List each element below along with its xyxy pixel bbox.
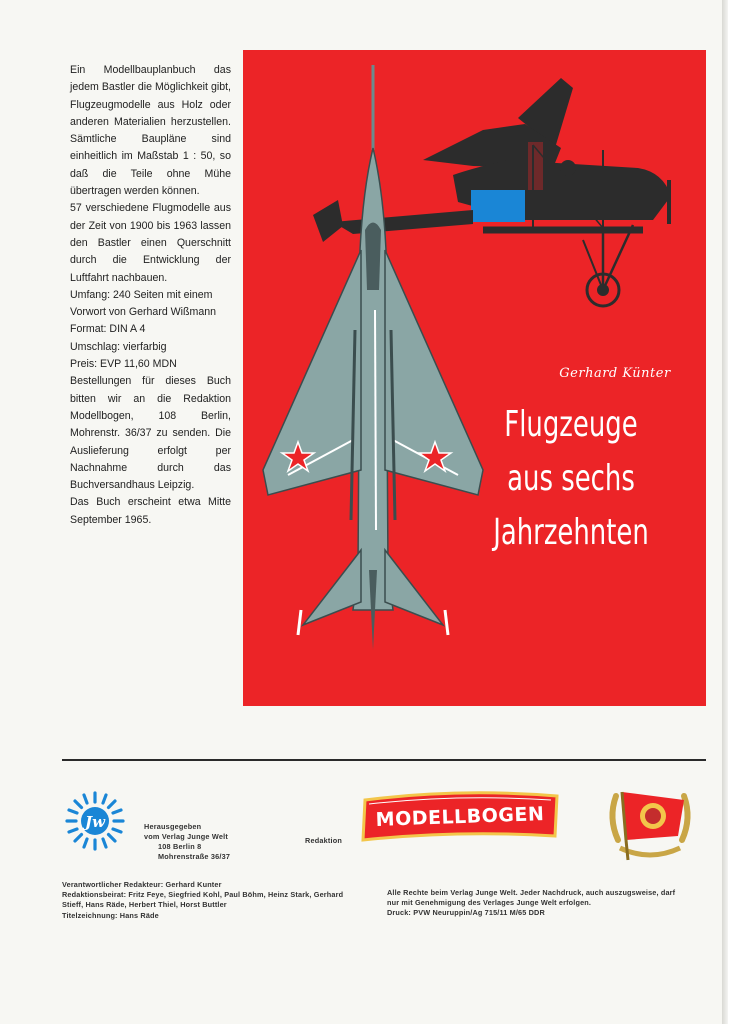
footer-divider — [62, 759, 706, 761]
rights-line-3: Druck: PVW Neuruppin/Ag 715/11 M/65 DDR — [387, 908, 545, 918]
description-format: Format: DIN A 4 — [70, 323, 146, 336]
redaktion-label: Redaktion — [305, 836, 343, 845]
modellbogen-brand: MODELLBOGEN — [375, 803, 545, 831]
cover-title-line-2: aus sechs — [507, 458, 635, 499]
imprint-line-3: 108 Berlin 8 — [158, 842, 202, 851]
publisher-logo-text: Jw — [84, 813, 106, 831]
rights-block — [387, 888, 676, 919]
cover-title-line-3: Jahrzehnten — [493, 512, 649, 553]
description-cover-type: Umschlag: vierfarbig — [70, 340, 167, 353]
description-paragraph-2: 57 verschiedene Flugmodelle aus der Zeit von 1900 bis 1963 lassen den Bastler einen Querschnitt durch die Entwicklung der Luftfahrt nachbauen. — [70, 202, 231, 284]
credits-line-2: Redaktionsbeirat: Fritz Feye, Siegfried Kohl, Paul Böhm, Heinz Stark, Gerhard — [62, 890, 344, 900]
cover-title — [487, 398, 654, 560]
description-price: Preis: EVP 11,60 MDN — [70, 358, 177, 371]
credits-line-4: Titelzeichnung: Hans Räde — [62, 910, 159, 920]
imprint-line-4: Mohrenstraße 36/37 — [158, 852, 231, 861]
imprint-line-1: Herausgegeben — [144, 822, 202, 831]
publisher-logo-icon — [64, 790, 126, 852]
rights-line-2: nur mit Genehmigung des Verlages Junge Welt erfolgen. — [387, 898, 592, 908]
credits-line-3: Stieff, Hans Räde, Herbert Thiel, Horst Buttler — [62, 900, 227, 910]
imprint-line-2: vom Verlag Junge Welt — [144, 832, 228, 841]
cover-author: Gerhard Künter — [559, 366, 671, 381]
credits-block — [62, 880, 392, 921]
right-margin — [728, 0, 745, 1024]
award-emblem-icon — [598, 778, 702, 862]
rights-line-1: Alle Rechte beim Verlag Junge Welt. Jeder Nachdruck, auch auszugsweise, darf — [387, 888, 676, 897]
cover-title-line-1: Flugzeuge — [504, 404, 638, 445]
description-ordering: Bestellungen für dieses Buch bitten wir an die Redaktion Modellbogen, 108 Berlin, Mohrenstr. 36/37 zu senden. Die Auslieferung erfolgt per Nachnahme durch das Buchversandhaus Leipzig. — [70, 375, 231, 492]
description-release: Das Buch erscheint etwa Mitte September 1965. — [70, 496, 231, 526]
book-description — [70, 62, 231, 529]
imprint-block — [144, 822, 230, 862]
description-paragraph-1: Ein Modellbauplanbuch das jedem Bastler die Möglichkeit gibt, Flugzeugmodelle aus Holz oder anderen Materialien herzustellen. Sämtliche Baupläne sind einheitlich im Maßstab 1 : 50, so daß die Teile ohne Mühe übertragen werden können. — [70, 64, 231, 198]
description-extent: Umfang: 240 Seiten mit einem Vorwort von Gerhard Wißmann — [70, 288, 217, 319]
credits-line-1: Verantwortlicher Redakteur: Gerhard Kunter — [62, 880, 222, 889]
